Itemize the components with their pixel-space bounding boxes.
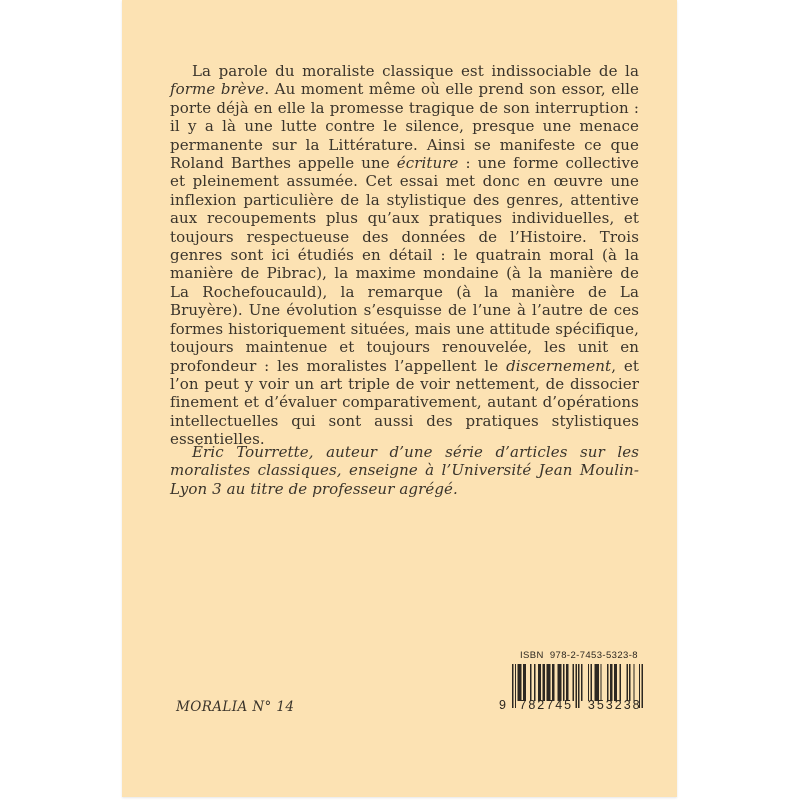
blurb-paragraph: La parole du moraliste classique est indissociable de la forme brève. Au moment même où elle prend son essor, elle porte déjà en elle la promesse tragique de son interruption : il y a là une lutte contre le silence, presque une menace permanente sur la Littérature. Ainsi se manifeste ce que Roland Barthes appelle une écriture : une forme collective et pleinement assumée. Cet essai met donc en œuvre une inflexion particulière de la stylistique des genres, attentive aux recoupements plus qu’aux pratiques individuelles, et toujours respectueuse des données de l’Histoire. Trois genres sont ici étudiés en détail : le quatrain moral (à la manière de Pibrac), la maxime mondaine (à la manière de La Rochefoucauld), la remarque (à la manière de La Bruyère). Une évolution s’esquisse de l’une à l’autre de ces formes historiquement situées, mais une attitude spécifique, toujours maintenue et toujours renouvelée, les unit en profondeur : les moralistes l’appellent le discernement, et l’on peut y voir un art triple de voir nettement, de dissocier finement et d’évaluer comparativement, autant d’opérations intellectuelles qui sont aussi des pratiques stylistiques essentielles.: [170, 62, 639, 449]
author-bio-paragraph: Éric Tourrette, auteur d’une série d’articles sur les moralistes classiques, enseigne à l’Université Jean Moulin-Lyon 3 au titre de professeur agrégé.: [170, 443, 639, 498]
barcode-digits: [499, 698, 649, 712]
barcode-digit-group-left: 782745: [519, 698, 574, 712]
barcode: [499, 650, 649, 712]
collection-label: MORALIA N° 14: [176, 699, 295, 715]
book-back-cover: [122, 0, 677, 797]
barcode-digit-group-right: 353238: [587, 698, 642, 712]
barcode-digit-first: 9: [499, 698, 506, 712]
isbn-label: ISBN 978-2-7453-5323-8: [520, 650, 638, 661]
